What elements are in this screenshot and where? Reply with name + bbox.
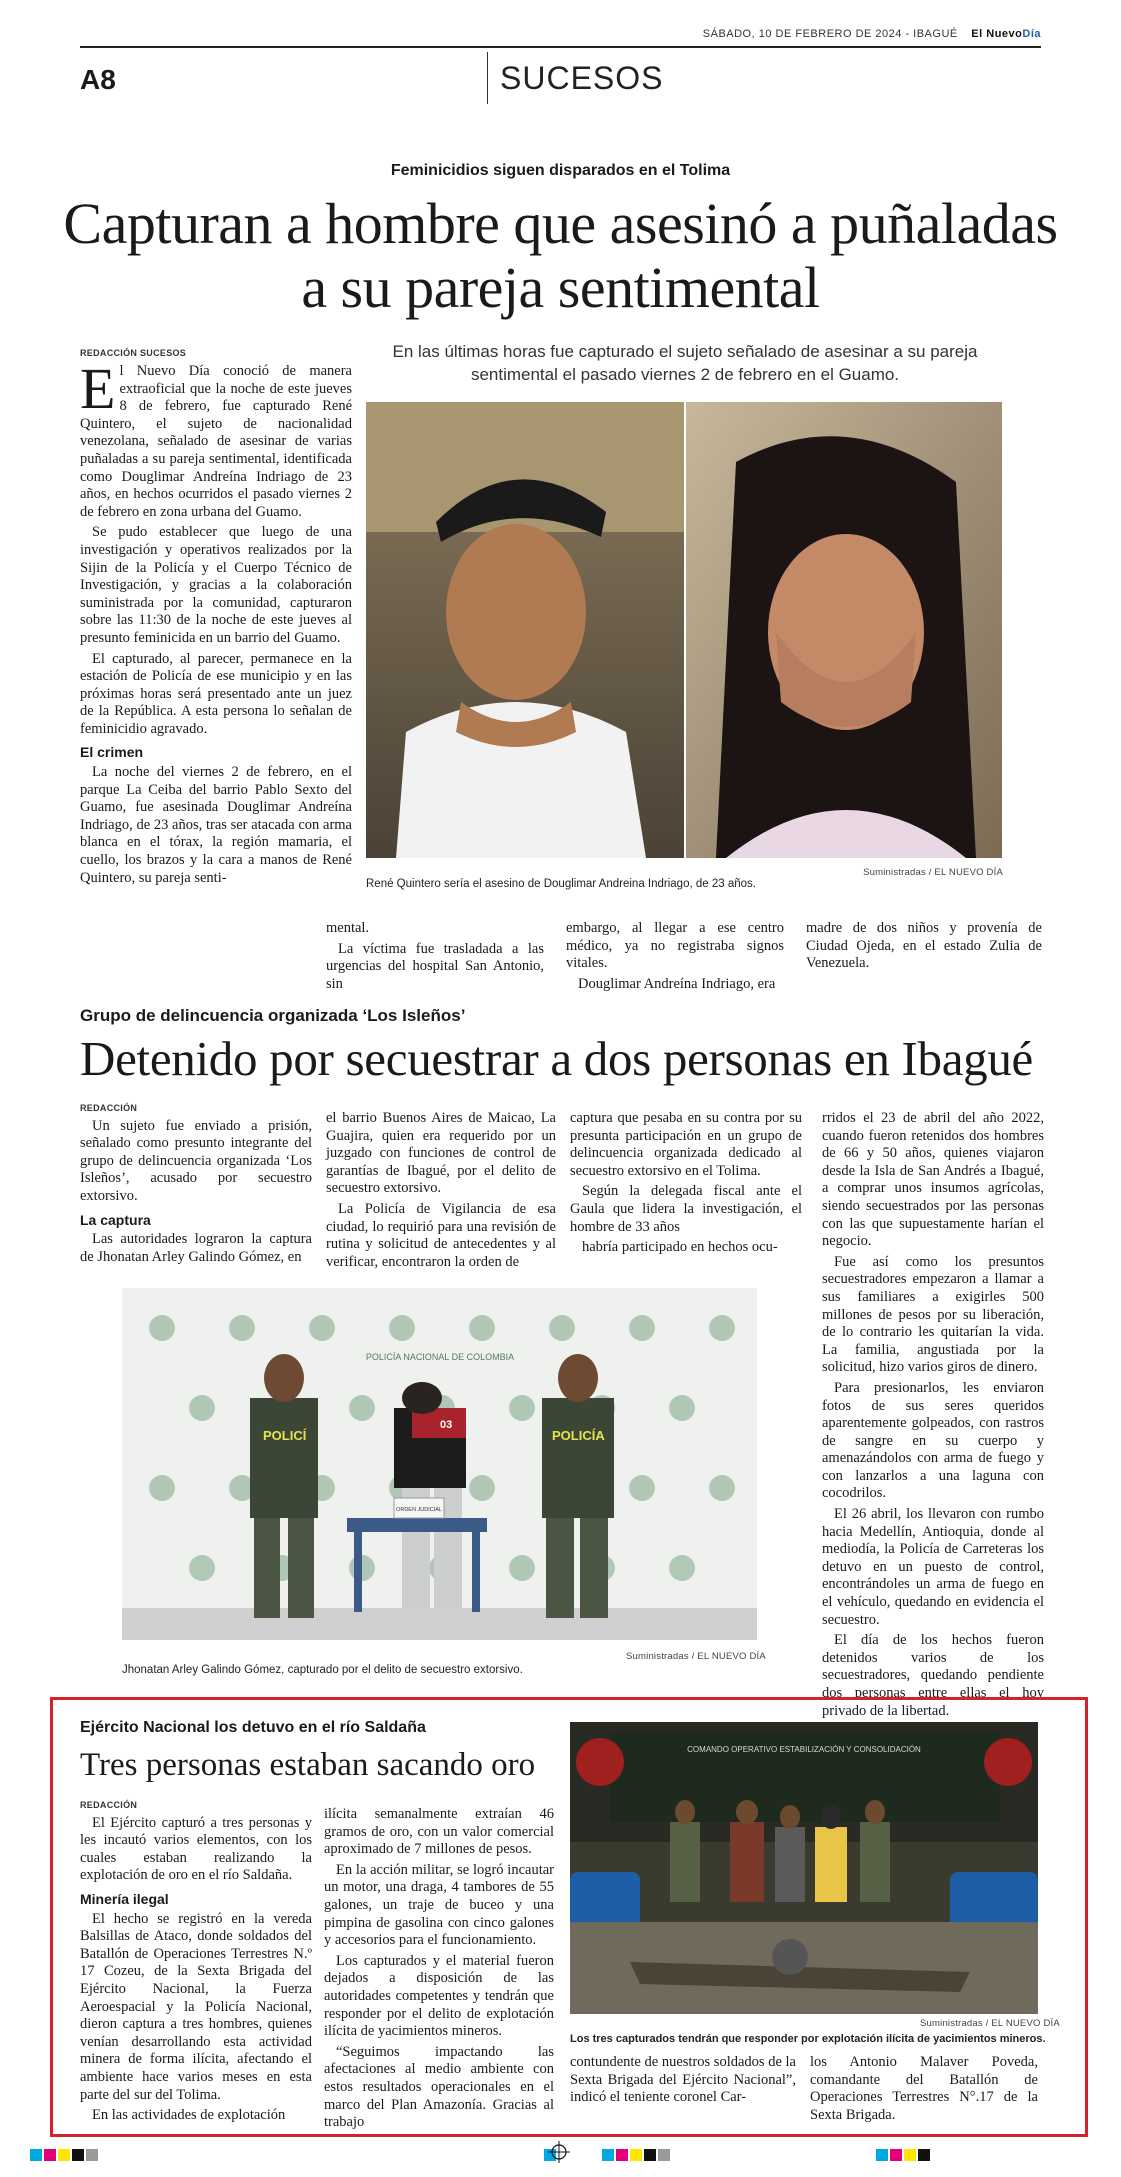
story3-c2-paragraph-4: “Seguimos impactando las afectaciones al medio ambiente con estos resultados operacionales en el marco del Plan Amazonía. Gracias al trabajo [324,2043,554,2131]
section-title: SUCESOS [487,52,663,104]
story1-paragraph-2: Se pudo establecer que luego de una investigación y operativos realizados por la Sijin de la Policía y el Cuerpo Técnico de Investigación, y gracias a la colaboración suministrada por la comunidad, capturaron sobre las 11:30 de la noche de este jueves al presunto feminicida en un barrio del Guamo. [80,524,352,646]
story1-paragraph-3: El capturado, al parecer, permanece en la estación de Policía de ese municipio y en las próximas horas será presentado ante un juez de la República. A esta persona lo señalan de feminicidio agravado. [80,650,352,737]
photo2-backdrop-text: POLICÍA NACIONAL DE COLOMBIA [365,1352,515,1362]
story2-c1-paragraph-1: Un sujeto fue enviado a prisión, señalado como presunto integrante del grupo de delincuencia organizada ‘Los Isleños’, acusado por secuestro extorsivo. [80,1117,312,1204]
story3-column-3 [570,2054,796,2114]
story3-c2-paragraph-3: Los capturados y el material fueron dejados a disposición de las autoridades competentes y tendrán que responder por el delito de explotación ilícita de yacimientos mineros. [324,1952,554,2040]
story3-credit: Suministradas / EL NUEVO DÍA [920,2018,1060,2029]
story1-col2-line: mental. [326,920,370,936]
story3-c2-paragraph-1: ilícita semanalmente extraían 46 gramos de oro, con un valor comercial aproximado de 7 millones de pesos. [324,1806,554,1858]
story1-photo [366,402,1002,858]
page-number: A8 [80,64,116,95]
story2-subhead: La captura [80,1211,151,1228]
banner-text: COMANDO OPERATIVO ESTABILIZACIÓN Y CONSOLIDACIÓN [687,1745,921,1754]
story2-credit: Suministradas / EL NUEVO DÍA [626,1651,766,1662]
story1-byline: REDACCIÓN SUCESOS [80,348,187,358]
registration-mark-icon [548,2141,570,2163]
story1-paragraph-4: La noche del viernes 2 de febrero, en el parque La Ceiba del barrio Pablo Sexto del Guamo, fue asesinada Douglimar Andreína Indriago, de 23 años, tras ser atacada con arma blanca en el tórax, la región mamaria, el cuello, los brazos y la cara a manos de René Quintero, su pareja senti- [80,764,352,886]
header-rule [80,26,1041,48]
story1-kicker: Feminicidios siguen disparados en el Tolima [390,162,731,179]
story2-c1-paragraph-2: Las autoridades lograron la captura de Jhonatan Arley Galindo Gómez, en [80,1231,312,1265]
vest-right-text: POLICÍA [552,1428,605,1443]
story2-c4-paragraph-2: Fue así como los presuntos secuestradores empezaron a llamar a sus familiares a exigirles 500 millones de pesos por su liberación, de lo contrario les quitarían la vida. La familia, angustiada por la solicitud, hizo varios giros de dinero. [822,1253,1044,1376]
story3-column-4 [810,2054,1038,2123]
story3-photo [570,1722,1038,2014]
vest-left-text: POLICÍ [263,1428,307,1443]
dropcap: E [80,356,116,421]
story2-byline: REDACCIÓN [80,1103,138,1113]
story1-column-1 [80,348,352,970]
issue-date: SÁBADO, 10 DE FEBRERO DE 2024 - IBAGUÉ [702,28,958,40]
story2-photo [122,1288,757,1640]
story1-photo-image [366,402,1002,858]
story2-column-4 [822,1110,1044,1719]
story1-col4-para: madre de dos niños y provenía de Ciudad Ojeda, en el estado Zulia de Venezuela. [806,920,1042,972]
story2-c3-paragraph-2: Según la delegada fiscal ante el Gaula que lidera la investigación, el hombre de 33 años [570,1183,802,1235]
dateline [703,28,1041,40]
story1-column-3 [566,920,784,992]
story2-kicker: Grupo de delincuencia organizada ‘Los Isleños’ [80,1006,466,1025]
story3-c4-paragraph: los Antonio Malaver Poveda, comandante del Batallón de Operaciones Terrestres N°.17 de la Sexta Brigada. [810,2054,1038,2123]
story1-caption: René Quintero sería el asesino de Douglimar Andreina Indriago, de 23 años. [366,878,756,890]
jersey-number: 03 [440,1419,453,1431]
story3-kicker: Ejército Nacional los detuvo en el río Saldaña [80,1719,426,1736]
story3-c1-paragraph-1: El Ejército capturó a tres personas y les incautó varios elementos, con los cuales estaban realizando la explotación de oro en el río Saldaña. [80,1814,312,1884]
story3-subhead: Minería ilegal [80,1890,169,1907]
story3-c2-paragraph-2: En la acción militar, se logró incautar un motor, una draga, 4 tambores de 55 galones, un traje de buceo y una pimpina de gasolina con cinco galones y accesorios para el funcionamiento. [324,1861,554,1949]
story3-byline: REDACCIÓN [80,1800,138,1810]
story1-col3-para: Douglimar Andreína Indriago, era [578,975,776,992]
story1-column-4 [806,920,1042,976]
story2-c4-paragraph-3: Para presionarlos, les enviaron fotos de sus seres queridos aparentemente golpeados, con rastros de sangre en su cuerpo y amenazándolos con arma de fuego y con lanzarlos a una laguna con cocodrilos. [822,1379,1044,1502]
story1-lead: En las últimas horas fue capturado el sujeto señalado de asesinar a su pareja sentimental el pasado viernes 2 de febrero en el Guamo. [392,342,978,384]
newspaper-logo: El NuevoDía [971,28,1041,40]
story1-column-2 [326,920,544,992]
story1-col2-para: La víctima fue trasladada a las urgencias del hospital San Antonio, sin [326,940,544,992]
story2-c3-paragraph-3: habría participado en hechos ocu- [582,1239,778,1256]
story2-column-3 [570,1110,802,1260]
story3-column-1 [80,1797,312,2124]
story2-c3-paragraph-1: captura que pesaba en su contra por su presunta participación en un grupo de delincuencia organizada dedicado al secuestro extorsivo en el Tolima. [570,1110,802,1179]
story3-column-2 [324,1806,554,2131]
story1-col3-line: embargo, al llegar a ese centro médico, ya no registraba signos vitales. [566,920,784,972]
story2-c2-paragraph-1: el barrio Buenos Aires de Maicao, La Guajira, quien era requerido por un juzgado con funciones de control de garantías de Ibagué, por el delito de secuestro extorsivo. [326,1110,556,1197]
story1-paragraph-1: El Nuevo Día conoció de manera extraoficial que la noche de este jueves 8 de febrero, fue capturado René Quintero, el sujeto de nacionalidad venezolana, señalado de asesinar de varias puñaladas a su pareja sentimental, identificada como Douglimar Andreína Indriago de 23 años, en hechos ocurridos el pasado viernes 2 de febrero en zona urbana del Guamo. [80,356,352,520]
story1-subhead: El crimen [80,744,144,761]
story3-photo-image [570,1722,1038,2014]
story2-c2-paragraph-2: La Policía de Vigilancia de esa ciudad, lo requirió para una revisión de rutina y solicitud de antecedentes y al verificar, encontraron la orden de [326,1200,556,1270]
story2-caption: Jhonatan Arley Galindo Gómez, capturado por el delito de secuestro extorsivo. [122,1664,523,1676]
story1-headline: Capturan a hombre que asesinó a puñaladas a su pareja sentimental [63,191,1058,320]
story3-caption: Los tres capturados tendrán que responder por explotación ilícita de yacimientos mineros. [570,2033,1046,2045]
table-card-text: ORDEN JUDICIAL [396,1507,442,1513]
story3-c1-paragraph-2: El hecho se registró en la vereda Balsillas de Ataco, donde soldados del Batallón de Operaciones Terrestres N.º 17 Cozeu, de la Sexta Brigada del Ejército Nacional, la Fuerza Aeroespacial y la Policía Nacional, dieron captura a tres hombres, quienes venían desarrollando esta actividad minera de forma ilícita, afectando el ambiente hace varios meses en esta parte del sur del Tolima. [80,1910,312,2103]
story3-c3-paragraph: contundente de nuestros soldados de la Sexta Brigada del Ejército Nacional”, indicó el teniente coronel Car- [570,2054,796,2106]
story2-column-1 [80,1100,312,1265]
story2-c4-paragraph-5: El día de los hechos fueron detenidos varios de los secuestradores, quedando pendiente dos personas entre ellas el hoy privado de la libertad. [822,1632,1044,1719]
story2-c4-paragraph-4: El 26 abril, los llevaron con rumbo hacia Medellín, Antioquia, donde al mediodía, la Policía de Carreteras los detuvo en un puesto de control, encontrándoles un arma de fuego en el vehículo, quedando en evidencia el secuestro. [822,1506,1044,1628]
story2-column-2 [326,1110,556,1270]
story2-c4-paragraph-1: rridos el 23 de abril del año 2022, cuando fueron retenidos dos hombres de 66 y 50 años, quienes viajaron desde la Isla de San Andrés a Ibagué, a comprar unos insumos agrícolas, siendo secuestrados por las personas con las que supuestamente harían el negocio. [822,1110,1044,1250]
story3-c1-paragraph-3: En las actividades de explotación [92,2107,286,2124]
story2-photo-image [122,1288,757,1640]
story3-headline: Tres personas estaban sacando oro [80,1747,536,1783]
story2-headline: Detenido por secuestrar a dos personas en Ibagué [80,1031,1033,1086]
story1-credit: Suministradas / EL NUEVO DÍA [863,867,1003,878]
